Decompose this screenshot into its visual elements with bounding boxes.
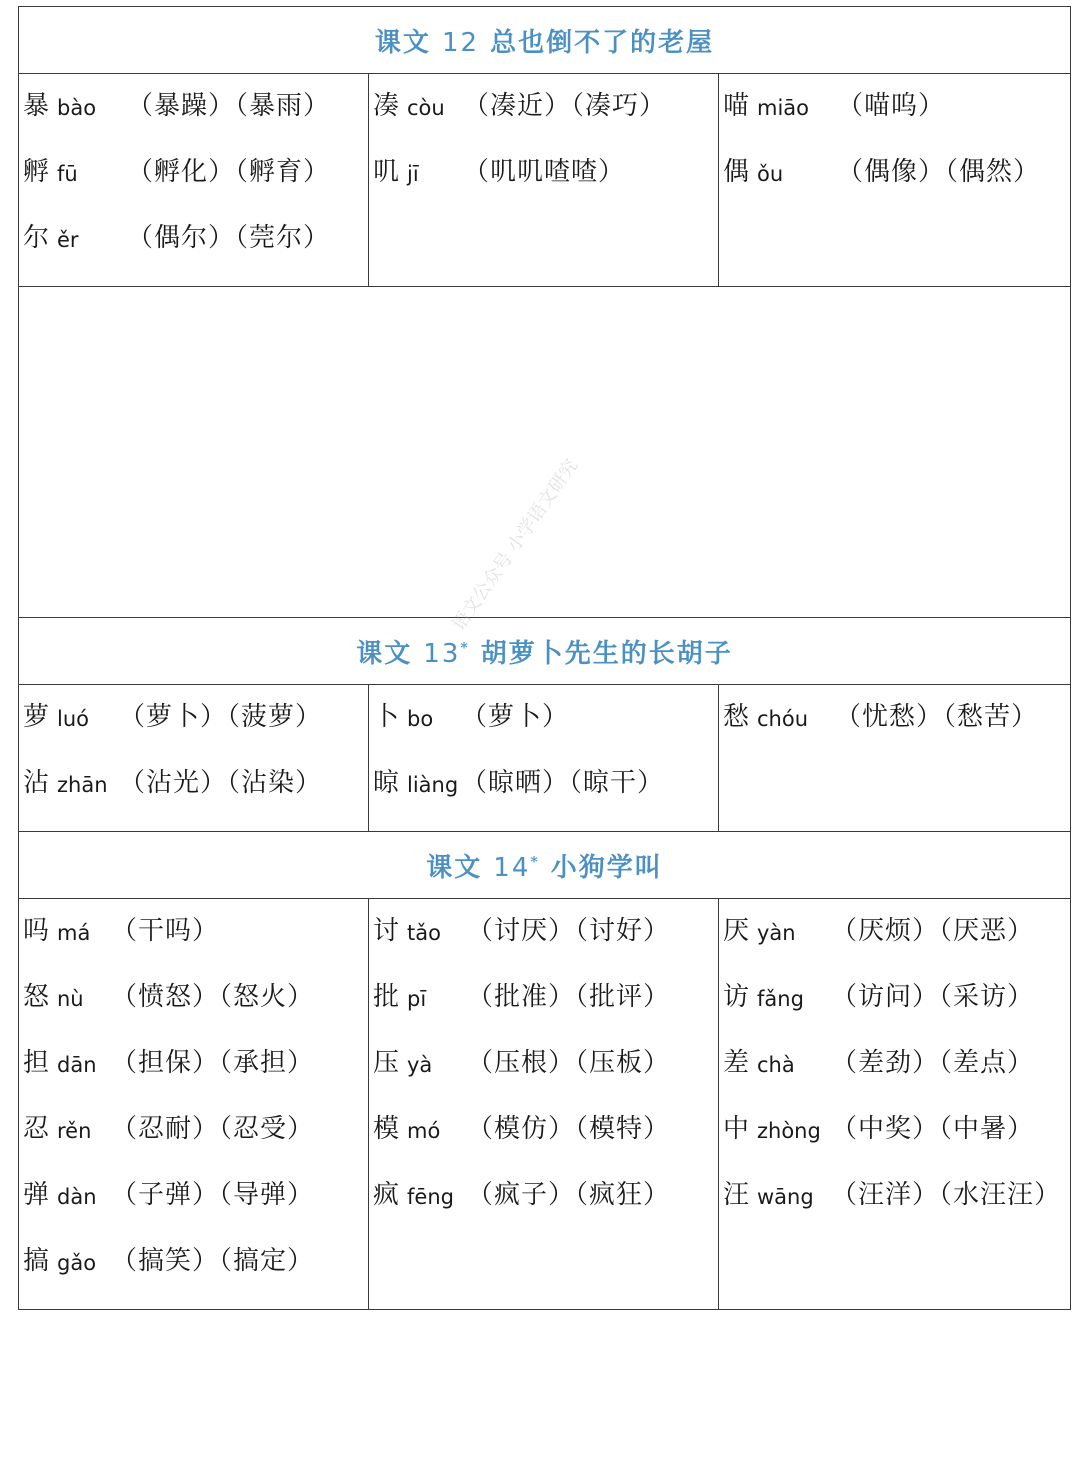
lesson-name: 胡萝卜先生的长胡子 [480, 638, 733, 669]
blank-cell [19, 287, 1071, 618]
vocab-entry [23, 765, 368, 831]
vocab-entry [373, 88, 718, 154]
vocab-entry [23, 979, 368, 1045]
vocab-words: （干吗） [111, 916, 220, 946]
vocab-words: （喵呜） [837, 91, 946, 121]
lesson-label: 课文 [374, 27, 431, 58]
vocab-words: （模仿）（模特） [467, 1114, 671, 1144]
vocabulary-sheet [18, 6, 1070, 1310]
lesson-14-title [426, 853, 663, 883]
vocab-character: 厌 [723, 916, 750, 946]
vocab-character: 批 [373, 982, 400, 1012]
vocab-words: （中奖）（中暑） [831, 1114, 1035, 1144]
vocab-pinyin: zhān [57, 773, 108, 797]
vocab-words: （萝卜）（菠萝） [119, 702, 323, 732]
lesson-number: 14 [493, 852, 531, 883]
vocab-entry [723, 913, 1070, 979]
vocab-pinyin: wāng [757, 1185, 814, 1209]
vocab-pinyin: chà [757, 1053, 795, 1077]
vocab-pinyin: gǎo [57, 1251, 97, 1275]
vocab-entry [723, 1111, 1070, 1177]
vocab-words: （孵化）（孵育） [127, 157, 331, 187]
lesson-14-col-3 [719, 899, 1071, 1310]
vocab-character: 搞 [23, 1246, 50, 1276]
vocab-pinyin: rěn [57, 1119, 92, 1143]
vocab-character: 萝 [23, 702, 50, 732]
lesson-13-content-row [19, 685, 1071, 832]
vocab-pinyin: tǎo [407, 921, 441, 945]
vocab-entry [373, 154, 718, 220]
vocab-character: 疯 [373, 1180, 400, 1210]
vocab-words: （疯子）（疯狂） [467, 1180, 671, 1210]
lesson-12-title-cell [19, 7, 1071, 74]
lesson-13-col-1 [19, 685, 369, 832]
vocab-words: （偶像）（偶然） [837, 157, 1041, 187]
lesson-12-col-3 [719, 74, 1071, 287]
lesson-13-col-3 [719, 685, 1071, 832]
vocab-words: （差劲）（差点） [831, 1048, 1035, 1078]
lesson-13-col-2 [369, 685, 719, 832]
vocab-entry [723, 1045, 1070, 1111]
vocab-character: 讨 [373, 916, 400, 946]
vocab-words: （萝卜） [461, 702, 570, 732]
vocab-entry [373, 1177, 718, 1243]
vocab-entry [723, 1177, 1070, 1243]
blank-row [19, 287, 1071, 618]
vocab-pinyin: fǎng [757, 987, 804, 1011]
vocab-pinyin: dān [57, 1053, 97, 1077]
vocab-entry [373, 699, 718, 765]
vocab-words: （暴躁）（暴雨） [127, 91, 331, 121]
lesson-14-col-1 [19, 899, 369, 1310]
lesson-number: 12 [441, 27, 480, 58]
lesson-14-title-row [19, 832, 1071, 899]
vocab-pinyin: chóu [757, 707, 809, 731]
lesson-14-col-2 [369, 899, 719, 1310]
vocab-pinyin: pī [407, 987, 427, 1011]
vocab-entry [23, 1111, 368, 1177]
vocab-pinyin: nù [57, 987, 84, 1011]
vocab-character: 差 [723, 1048, 750, 1078]
vocab-entry [723, 699, 1070, 765]
lesson-13-title [356, 639, 733, 669]
lesson-name: 总也倒不了的老屋 [490, 27, 715, 58]
vocab-entry [23, 154, 368, 220]
vocab-entry [23, 88, 368, 154]
lesson-12-col-2 [369, 74, 719, 287]
vocab-pinyin: yà [407, 1053, 433, 1077]
vocab-pinyin: zhòng [757, 1119, 821, 1143]
vocab-pinyin: ěr [57, 228, 79, 252]
vocab-words: （叽叽喳喳） [463, 157, 626, 187]
vocab-character: 愁 [723, 702, 750, 732]
vocab-character: 弹 [23, 1180, 50, 1210]
vocab-words: （汪洋）（水汪汪） [831, 1180, 1062, 1210]
vocab-character: 偶 [723, 157, 750, 187]
lesson-14-content-row [19, 899, 1071, 1310]
vocab-character: 吗 [23, 916, 50, 946]
vocab-character: 暴 [23, 91, 50, 121]
vocab-pinyin: liàng [407, 773, 459, 797]
vocab-entry [373, 1111, 718, 1177]
vocab-pinyin: luó [57, 707, 89, 731]
vocab-character: 怒 [23, 982, 50, 1012]
vocab-words: （晾晒）（晾干） [461, 768, 665, 798]
vocab-character: 喵 [723, 91, 750, 121]
vocab-entry [373, 1045, 718, 1111]
lesson-12-title [375, 28, 714, 58]
vocab-character: 孵 [23, 157, 50, 187]
vocab-character: 担 [23, 1048, 50, 1078]
vocab-character: 尔 [23, 223, 50, 253]
vocab-entry [723, 154, 1070, 220]
vocab-entry [23, 1243, 368, 1309]
lesson-12-title-row [19, 7, 1071, 74]
vocab-character: 汪 [723, 1180, 750, 1210]
vocab-entry [723, 88, 1070, 154]
lesson-label: 课文 [426, 852, 483, 883]
vocab-words: （搞笑）（搞定） [111, 1246, 315, 1276]
vocab-pinyin: mó [407, 1119, 441, 1143]
lesson-12-col-1 [19, 74, 369, 287]
vocab-pinyin: yàn [757, 921, 796, 945]
lesson-13-title-cell [19, 618, 1071, 685]
watermark: 语文公众号 小学语文研究 [448, 455, 583, 635]
vocab-entry [23, 1177, 368, 1243]
vocab-pinyin: dàn [57, 1185, 97, 1209]
vocab-pinyin: miāo [757, 96, 810, 120]
vocab-words: （凑近）（凑巧） [463, 91, 667, 121]
vocab-entry [373, 913, 718, 979]
vocab-character: 模 [373, 1114, 400, 1144]
vocab-words: （访问）（采访） [831, 982, 1035, 1012]
lesson-12-content-row [19, 74, 1071, 287]
vocab-words: （厌烦）（厌恶） [831, 916, 1035, 946]
vocab-pinyin: bào [57, 96, 97, 120]
vocab-words: （沾光）（沾染） [119, 768, 323, 798]
vocab-entry [23, 1045, 368, 1111]
lesson-name: 小狗学叫 [550, 852, 663, 883]
vocab-character: 凑 [373, 91, 400, 121]
lesson-number: 13 [423, 638, 461, 669]
vocab-character: 压 [373, 1048, 400, 1078]
vocab-words: （担保）（承担） [111, 1048, 315, 1078]
vocab-pinyin: fū [57, 162, 78, 186]
lesson-label: 课文 [356, 638, 413, 669]
vocab-character: 访 [723, 982, 750, 1012]
vocab-character: 沾 [23, 768, 50, 798]
vocab-pinyin: ǒu [757, 162, 784, 186]
vocab-character: 中 [723, 1114, 750, 1144]
vocab-entry [373, 765, 718, 831]
vocab-character: 卜 [373, 702, 400, 732]
vocab-entry [723, 979, 1070, 1045]
vocab-words: （偶尔）（莞尔） [127, 223, 331, 253]
vocab-words: （忧愁）（愁苦） [835, 702, 1039, 732]
vocab-words: （忍耐）（忍受） [111, 1114, 315, 1144]
vocab-words: （子弹）（导弹） [111, 1180, 315, 1210]
vocab-character: 晾 [373, 768, 400, 798]
vocab-entry [23, 699, 368, 765]
vocab-words: （愤怒）（怒火） [111, 982, 315, 1012]
vocab-pinyin: má [57, 921, 91, 945]
vocab-pinyin: fēng [407, 1185, 454, 1209]
vocab-entry [23, 220, 368, 286]
lesson-13-title-row [19, 618, 1071, 685]
optional-star: * [530, 853, 540, 870]
vocab-entry [373, 979, 718, 1045]
vocab-words: （讨厌）（讨好） [467, 916, 671, 946]
vocab-pinyin: bo [407, 707, 434, 731]
vocab-character: 忍 [23, 1114, 50, 1144]
optional-star: * [460, 639, 470, 656]
vocab-character: 叽 [373, 157, 400, 187]
vocab-pinyin: còu [407, 96, 445, 120]
vocabulary-table [18, 6, 1071, 1310]
vocab-pinyin: jī [407, 162, 419, 186]
vocab-entry [23, 913, 368, 979]
vocab-words: （批准）（批评） [467, 982, 671, 1012]
vocab-words: （压根）（压板） [467, 1048, 671, 1078]
lesson-14-title-cell [19, 832, 1071, 899]
